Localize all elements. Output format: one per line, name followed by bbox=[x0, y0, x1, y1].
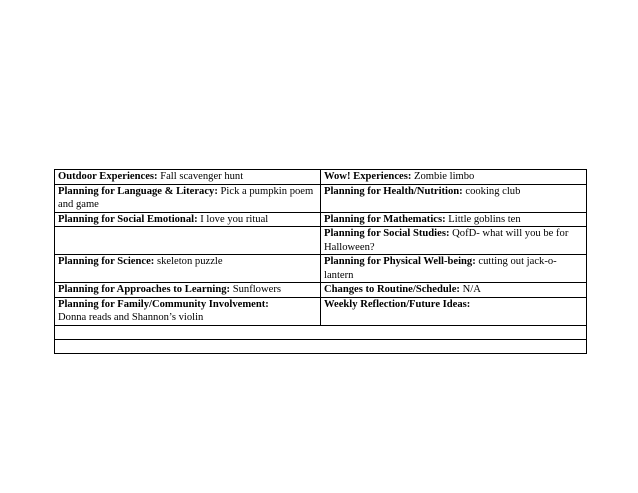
cell-label: Planning for Health/Nutrition: bbox=[324, 185, 463, 197]
table-row bbox=[55, 255, 587, 283]
blank-row bbox=[55, 339, 587, 353]
table-row bbox=[55, 227, 587, 255]
cell-value: Sunflowers bbox=[230, 284, 281, 295]
cell-value: QofD- what will you be for Halloween? bbox=[324, 228, 569, 253]
cell-value: Fall scavenger hunt bbox=[157, 171, 244, 182]
cell-label: Weekly Reflection/Future Ideas: bbox=[324, 298, 471, 310]
cell-value: Pick a pumpkin poem and game bbox=[58, 185, 314, 210]
social-emotional-cell bbox=[55, 212, 321, 227]
approaches-to-learning-cell bbox=[55, 283, 321, 298]
blank-cell bbox=[55, 339, 587, 353]
cell-label: Planning for Physical Well-being: bbox=[324, 256, 476, 267]
cell-value: Donna reads and Shannon’s violin bbox=[58, 312, 204, 323]
table-row bbox=[55, 184, 587, 212]
table-row bbox=[55, 283, 587, 298]
blank-cell bbox=[55, 325, 587, 339]
cell-label: Wow! Experiences: bbox=[324, 171, 412, 182]
science-cell bbox=[55, 255, 321, 283]
physical-well-being-cell bbox=[321, 255, 587, 283]
mathematics-cell bbox=[321, 212, 587, 227]
cell-value: skeleton puzzle bbox=[154, 256, 223, 267]
weekly-plan-table bbox=[54, 169, 587, 354]
health-nutrition-cell bbox=[321, 184, 587, 212]
cell-value: Zombie limbo bbox=[411, 171, 475, 182]
cell-label: Planning for Family/Community Involvement: bbox=[58, 298, 269, 310]
cell-label: Planning for Social Emotional: bbox=[58, 213, 198, 225]
cell-label: Planning for Social Studies: bbox=[324, 228, 450, 239]
language-literacy-cell bbox=[55, 184, 321, 212]
table-row bbox=[55, 297, 587, 325]
cell-value: I love you ritual bbox=[197, 213, 269, 225]
cell-label: Changes to Routine/Schedule: bbox=[324, 284, 460, 295]
changes-to-routine-cell bbox=[321, 283, 587, 298]
cell-value: N/A bbox=[459, 284, 481, 295]
weekly-reflection-cell bbox=[321, 297, 587, 325]
cell-label: Planning for Language & Literacy: bbox=[58, 185, 218, 197]
cell-value: Little goblins ten bbox=[445, 213, 521, 225]
table-row bbox=[55, 212, 587, 227]
cell-value: cooking club bbox=[462, 185, 521, 197]
cell-label: Outdoor Experiences: bbox=[58, 171, 158, 182]
empty-cell bbox=[55, 227, 321, 255]
blank-row bbox=[55, 325, 587, 339]
wow-experiences-cell bbox=[321, 170, 587, 185]
family-community-cell bbox=[55, 297, 321, 325]
cell-value: cutting out jack-o-lantern bbox=[324, 256, 557, 281]
social-studies-cell bbox=[321, 227, 587, 255]
cell-label: Planning for Approaches to Learning: bbox=[58, 284, 231, 295]
table-row bbox=[55, 170, 587, 185]
cell-label: Planning for Mathematics: bbox=[324, 213, 446, 225]
cell-label: Planning for Science: bbox=[58, 256, 155, 267]
outdoor-experiences-cell bbox=[55, 170, 321, 185]
